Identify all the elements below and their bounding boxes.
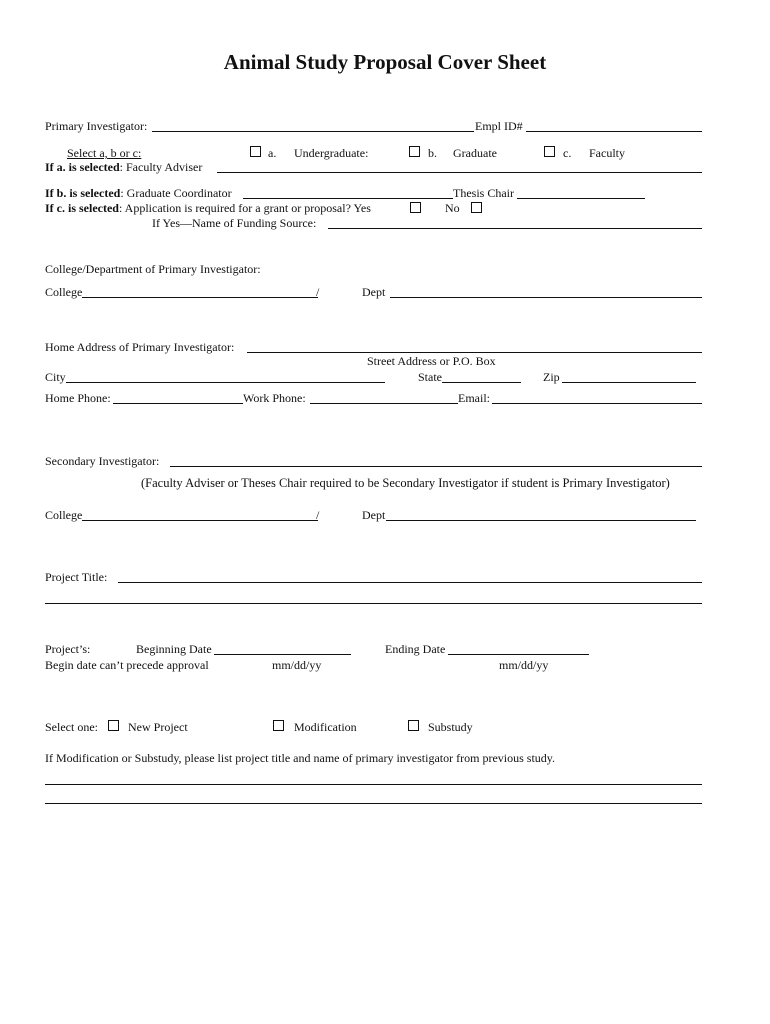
if-c-text: : Application is required for a grant or proposal? Yes [118,201,371,215]
if-a-text: : Faculty Adviser [119,160,203,174]
option-a-letter: a. [268,146,277,160]
option-b-label: Graduate [453,146,497,160]
city-label: City [45,370,66,384]
home-phone-field[interactable] [113,403,243,404]
modification-checkbox[interactable] [273,720,284,731]
college-slash: / [316,285,320,299]
project-title-field-line2[interactable] [45,603,702,604]
option-a-label: Undergraduate: [294,146,369,160]
substudy-checkbox[interactable] [408,720,419,731]
project-title-label: Project Title: [45,570,108,584]
thesis-chair-field[interactable] [517,198,645,199]
faculty-checkbox[interactable] [544,146,555,157]
zip-field[interactable] [562,382,696,383]
work-phone-label: Work Phone: [243,391,306,405]
grant-yes-checkbox[interactable] [410,202,421,213]
funding-source-field[interactable] [328,228,702,229]
grant-no-checkbox[interactable] [471,202,482,213]
select-one-label: Select one: [45,720,98,734]
page-title: Animal Study Proposal Cover Sheet [223,50,547,74]
thesis-chair-label: Thesis Chair [453,186,514,200]
street-caption: Street Address or P.O. Box [367,354,496,368]
college2-field[interactable] [82,520,318,521]
undergraduate-checkbox[interactable] [250,146,261,157]
home-address-label: Home Address of Primary Investigator: [45,340,235,354]
begin-date-format: mm/dd/yy [272,658,322,672]
zip-label: Zip [543,370,560,384]
beginning-date-field[interactable] [214,654,351,655]
state-label: State [418,370,442,384]
option-b-letter: b. [428,146,437,160]
begin-date-note: Begin date can’t precede approval [45,658,209,672]
new-project-label: New Project [128,720,188,734]
if-c-prefix: If c. is selected [45,201,119,215]
primary-investigator-field[interactable] [152,131,474,132]
modification-label: Modification [294,720,357,734]
new-project-checkbox[interactable] [108,720,119,731]
option-c-label: Faculty [589,146,625,160]
state-field[interactable] [442,382,521,383]
previous-study-field-line1[interactable] [45,784,702,785]
secondary-note: (Faculty Adviser or Theses Chair required to be Secondary Investigator if student is Primary Investigator) [141,476,670,490]
college2-slash: / [316,508,320,522]
if-c-line [45,201,371,215]
dept-field[interactable] [390,297,702,298]
dept2-field[interactable] [386,520,696,521]
graduate-checkbox[interactable] [409,146,420,157]
ending-date-field[interactable] [448,654,589,655]
modification-instruction: If Modification or Substudy, please list project title and name of primary investigator from previous study. [45,751,555,765]
empl-id-field[interactable] [526,131,702,132]
college2-label: College [45,508,83,522]
city-field[interactable] [66,382,385,383]
funding-source-label: If Yes—Name of Funding Source: [152,216,317,230]
college-field[interactable] [82,297,318,298]
college-label: College [45,285,83,299]
project-title-field[interactable] [118,582,702,583]
dept-label: Dept [362,285,386,299]
end-date-format: mm/dd/yy [499,658,549,672]
if-a-line [45,160,202,174]
college-dept-header: College/Department of Primary Investigator: [45,262,261,276]
if-b-line [45,186,232,200]
empl-id-label: Empl ID# [475,119,523,133]
secondary-investigator-field[interactable] [170,466,702,467]
substudy-label: Substudy [428,720,473,734]
email-field[interactable] [492,403,702,404]
home-phone-label: Home Phone: [45,391,111,405]
ending-date-label: Ending Date [385,642,446,656]
primary-investigator-label: Primary Investigator: [45,119,148,133]
home-address-field[interactable] [247,352,702,353]
work-phone-field[interactable] [310,403,458,404]
secondary-investigator-label: Secondary Investigator: [45,454,160,468]
grant-no-label: No [445,201,460,215]
select-abc-label: Select a, b or c: [67,146,142,160]
if-a-prefix: If a. is selected [45,160,120,174]
beginning-date-label: Beginning Date [136,642,212,656]
graduate-coordinator-field[interactable] [243,198,453,199]
email-label: Email: [458,391,490,405]
projects-label: Project’s: [45,642,91,656]
if-b-prefix: If b. is selected [45,186,121,200]
dept2-label: Dept [362,508,386,522]
option-c-letter: c. [563,146,572,160]
faculty-adviser-field[interactable] [217,172,702,173]
if-b-text: : Graduate Coordinator [120,186,232,200]
previous-study-field-line2[interactable] [45,803,702,804]
